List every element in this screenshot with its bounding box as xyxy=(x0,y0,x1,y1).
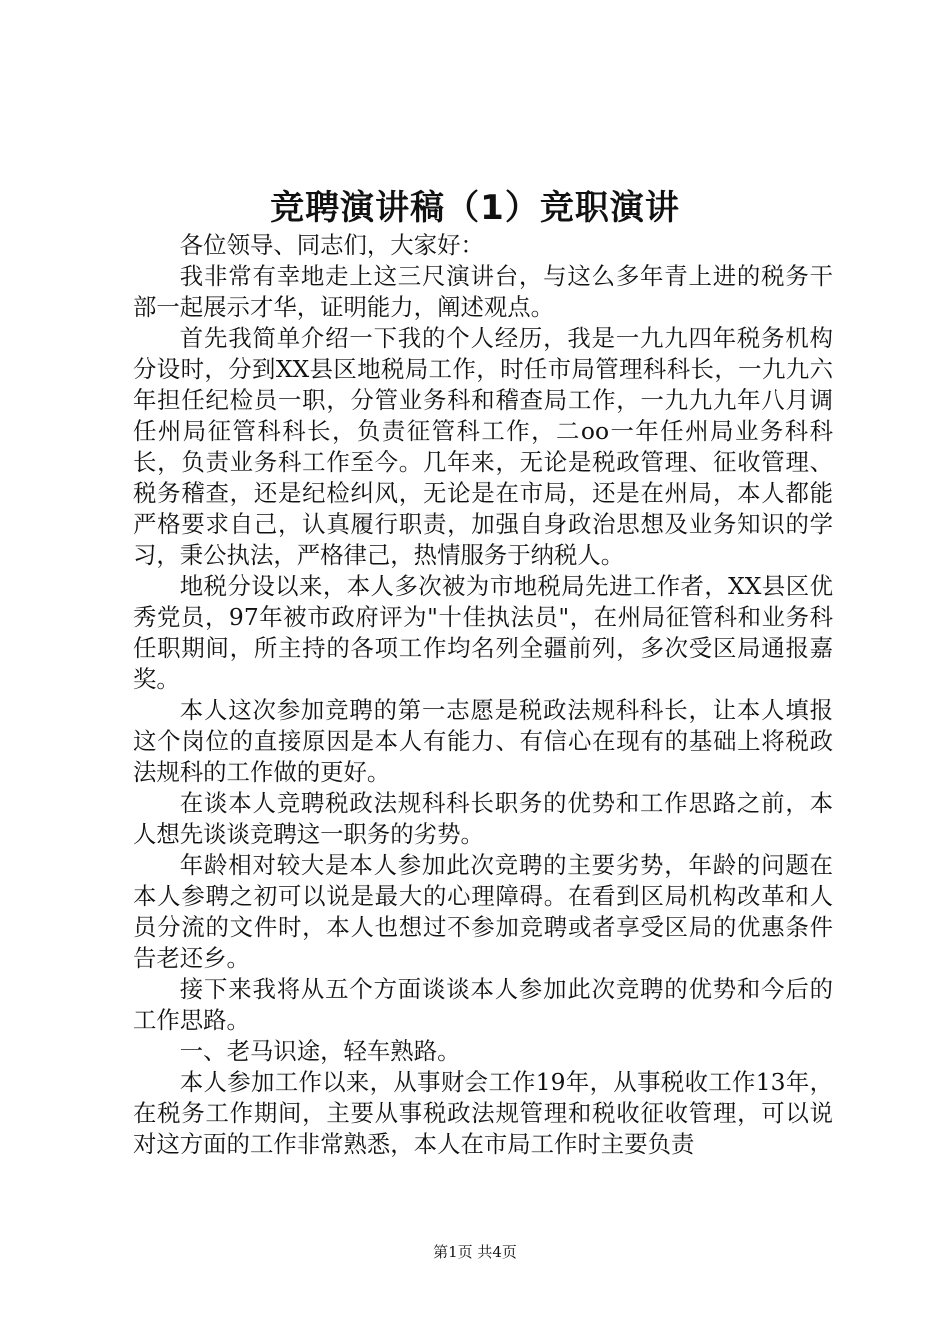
paragraph-greeting: 各位领导、同志们，大家好： xyxy=(179,231,484,259)
section-heading: 一、老马识途，轻车熟路。 xyxy=(179,1037,461,1065)
paragraph: 接下来我将从五个方面谈谈本人参加此次竞聘的优势和今后的工作思路。 xyxy=(133,975,833,1034)
document-title: 竞聘演讲稿（1）竞职演讲 xyxy=(270,188,680,228)
paragraph: 在谈本人竞聘税政法规科科长职务的优势和工作思路之前，本人想先谈谈竞聘这一职务的劣势。 xyxy=(133,789,833,848)
document-body xyxy=(133,230,833,1160)
paragraph: 本人参加工作以来，从事财会工作19年，从事税收工作13年，在税务工作期间，主要从事税政法规管理和税收征收管理，可以说对这方面的工作非常熟悉，本人在市局工作时主要负责 xyxy=(133,1068,833,1158)
paragraph: 我非常有幸地走上这三尺演讲台，与这么多年青上进的税务干部一起展示才华，证明能力，阐述观点。 xyxy=(133,262,833,321)
page-footer: 第1页 共4页 xyxy=(433,1243,517,1261)
paragraph: 本人这次参加竞聘的第一志愿是税政法规科科长，让本人填报这个岗位的直接原因是本人有能力、有信心在现有的基础上将税政法规科的工作做的更好。 xyxy=(133,696,833,786)
paragraph: 首先我简单介绍一下我的个人经历，我是一九九四年税务机构分设时，分到XX县区地税局工作，时任市局管理科科长，一九九六年担任纪检员一职，分管业务科和稽查局工作，一九九九年八月调任州局征管科科长，负责征管科工作，二oo一年任州局业务科科长，负责业务科工作至今。几年来，无论是税政管理、征收管理、税务稽查，还是纪检纠风，无论是在市局，还是在州局，本人都能严格要求自己，认真履行职责，加强自身政治思想及业务知识的学习，秉公执法，严格律己，热情服务于纳税人。 xyxy=(133,324,833,569)
paragraph: 地税分设以来，本人多次被为市地税局先进工作者，XX县区优秀党员，97年被市政府评为"十佳执法员"，在州局征管科和业务科任职期间，所主持的各项工作均名列全疆前列，多次受区局通报嘉奖。 xyxy=(133,572,833,693)
paragraph: 年龄相对较大是本人参加此次竞聘的主要劣势，年龄的问题在本人参聘之初可以说是最大的心理障碍。在看到区局机构改革和人员分流的文件时，本人也想过不参加竞聘或者享受区局的优惠条件告老还乡。 xyxy=(133,851,833,972)
